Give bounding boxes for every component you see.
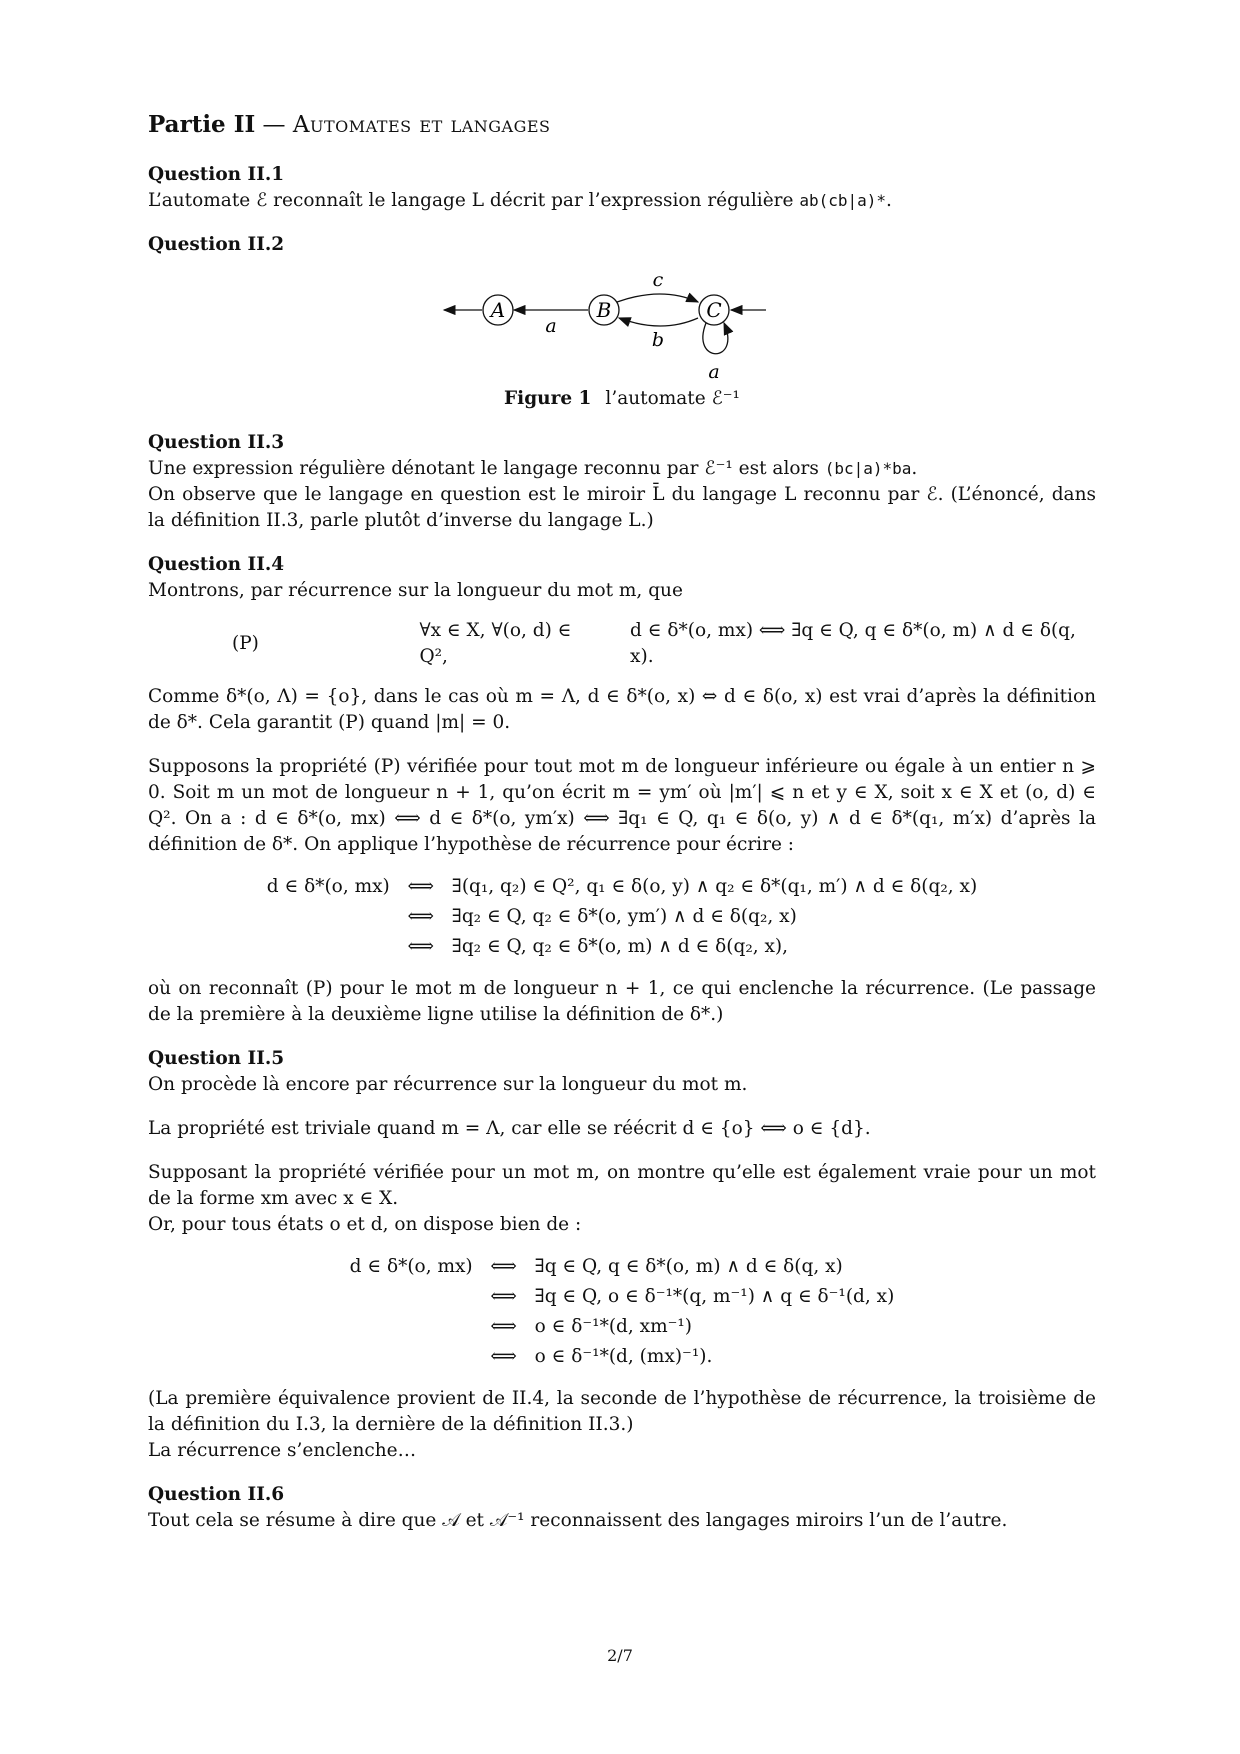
eq-lhs: d ∈ δ*(o, mx) <box>349 1256 473 1277</box>
eq-op: ⟺ <box>407 936 435 957</box>
page-number: 2/7 <box>607 1646 633 1665</box>
question-heading: Question II.6 <box>148 1484 285 1505</box>
part-title: Automates et langages <box>292 112 551 138</box>
loop-c-label: a <box>708 361 720 383</box>
property-formula: d ∈ δ*(o, mx) ⟺ ∃q ∈ Q, q ∈ δ*(o, m) ∧ d ∈ δ(q, x). <box>630 620 1076 667</box>
induction-step: Supposons la propriété (P) vérifiée pour tout mot m de longueur inférieure ou égale à un entier n ⩾ 0. Soit m un mot de longueur n + 1, qu’on écrit m = ym′ où |m′| ⩽ n et y ∈ X, soit x ∈ X et (o, d) ∈ Q². On a : d ∈ δ*(o, mx) ⟺ d ∈ δ*(o, ym′x) ⟺ ∃q₁ ∈ Q, q₁ ∈ δ(o, y) ∧ d ∈ δ*(q₁, m′x) d’après la définition de δ*. On applique l’hypothèse de récurrence pour écrire : <box>148 756 1096 855</box>
question-ii-1 <box>148 162 1096 214</box>
eq-lhs <box>263 932 394 962</box>
edge-bottom-label: b <box>651 329 665 351</box>
edge-top-label: c <box>652 269 664 291</box>
induction-step: Supposant la propriété vérifiée pour un mot m, on montre qu’elle est également vraie pour un mot de la forme xm avec x ∈ X. <box>148 1162 1096 1209</box>
equation-row <box>263 902 981 932</box>
automaton-figure <box>148 264 1096 412</box>
question-heading: Question II.3 <box>148 432 285 453</box>
edge-b-c-top <box>617 294 698 302</box>
equation-row <box>346 1252 899 1282</box>
state-b-label: B <box>596 298 612 322</box>
property-p <box>148 618 1096 670</box>
base-case: La propriété est triviale quand m = Λ, car elle se réécrit d ∈ {o} ⟺ o ∈ {d}. <box>148 1118 871 1139</box>
eq-rhs: ∃q ∈ Q, q ∈ δ*(o, m) ∧ d ∈ δ(q, x) <box>534 1256 843 1277</box>
eq-op: ⟺ <box>490 1316 517 1337</box>
conclusion: où on reconnaît (P) pour le mot m de longueur n + 1, ce qui enclenche la récurrence. (Le passage de la première à la deuxième ligne utilise la définition de δ*.) <box>148 978 1096 1025</box>
figure-caption-label: Figure 1 <box>504 388 592 409</box>
regex-code: (bc|a)*ba <box>824 459 912 478</box>
text-segment: . <box>911 458 918 479</box>
eq-rhs: ∃q ∈ Q, o ∈ δ⁻¹*(q, m⁻¹) ∧ q ∈ δ⁻¹(d, x) <box>534 1286 895 1307</box>
edge-b-a-label: a <box>545 315 557 337</box>
question-heading: Question II.4 <box>148 554 285 575</box>
question-intro: Montrons, par récurrence sur la longueur du mot m, que <box>148 580 683 601</box>
equation-row <box>263 872 981 902</box>
equation-row <box>263 932 981 962</box>
equation-row <box>346 1282 899 1312</box>
figure-caption <box>148 386 1096 412</box>
property-label: (P) <box>232 633 259 654</box>
equation-row <box>346 1312 899 1342</box>
eq-op: ⟺ <box>490 1256 517 1277</box>
part-dash: — <box>262 112 286 138</box>
note: (La première équivalence provient de II.4, la seconde de l’hypothèse de récurrence, la troisième de la définition du I.3, la dernière de la définition II.3.) <box>148 1388 1096 1435</box>
question-heading: Question II.5 <box>148 1048 285 1069</box>
eq-lhs <box>346 1282 477 1312</box>
eq-rhs: ∃(q₁, q₂) ∈ Q², q₁ ∈ δ(o, y) ∧ q₂ ∈ δ*(q₁, m′) ∧ d ∈ δ(q₂, x) <box>451 876 978 897</box>
question-intro: On procède là encore par récurrence sur la longueur du mot m. <box>148 1074 748 1095</box>
regex-code: ab(cb|a)* <box>799 191 887 210</box>
eq-lhs <box>346 1342 477 1372</box>
eq-rhs: o ∈ δ⁻¹*(d, (mx)⁻¹). <box>534 1346 713 1367</box>
eq-op: ⟺ <box>490 1286 517 1307</box>
eq-lhs <box>346 1312 477 1342</box>
figure-caption-text: l’automate ℰ⁻¹ <box>605 388 740 409</box>
text-segment: Une expression régulière dénotant le langage reconnu par ℰ⁻¹ est alors <box>148 458 825 479</box>
question-heading: Question II.2 <box>148 234 285 255</box>
part-label: Partie II <box>148 111 256 138</box>
question-text <box>148 188 1096 214</box>
question-ii-4 <box>148 552 1096 1028</box>
question-ii-6 <box>148 1482 1096 1534</box>
part-heading <box>148 112 1096 138</box>
eq-lhs: d ∈ δ*(o, mx) <box>266 876 390 897</box>
automaton-diagram <box>442 264 802 384</box>
state-a-label: A <box>490 298 506 322</box>
question-text: On observe que le langage en question est le miroir L̄ du langage L reconnu par ℰ. (L’énoncé, dans la définition II.3, parle plutôt d’inverse du langage L.) <box>148 484 1096 531</box>
equation-block <box>148 872 1096 962</box>
eq-rhs: ∃q₂ ∈ Q, q₂ ∈ δ*(o, m) ∧ d ∈ δ(q₂, x), <box>451 936 789 957</box>
text-segment: L’automate ℰ reconnaît le langage L décrit par l’expression régulière <box>148 190 800 211</box>
equation-table <box>346 1252 899 1372</box>
eq-rhs: o ∈ δ⁻¹*(d, xm⁻¹) <box>534 1316 693 1337</box>
question-ii-5 <box>148 1046 1096 1464</box>
edge-c-b-bottom <box>619 318 698 326</box>
equation-row <box>346 1342 899 1372</box>
eq-op: ⟺ <box>407 876 435 897</box>
loop-c <box>703 323 728 354</box>
eq-op: ⟺ <box>407 906 435 927</box>
question-ii-2 <box>148 232 1096 412</box>
eq-rhs: ∃q₂ ∈ Q, q₂ ∈ δ*(o, ym′) ∧ d ∈ δ(q₂, x) <box>451 906 797 927</box>
state-c-label: C <box>706 298 722 322</box>
property-quantifier: ∀x ∈ X, ∀(o, d) ∈ Q², <box>419 620 572 667</box>
text-segment: . <box>886 190 892 211</box>
base-case: Comme δ*(o, Λ) = {o}, dans le cas où m = Λ, d ∈ δ*(o, x) ⇔ d ∈ δ(o, x) est vrai d’après la définition de δ*. Cela garantit (P) quand |m| = 0. <box>148 686 1096 733</box>
eq-lhs <box>263 902 394 932</box>
question-ii-3 <box>148 430 1096 534</box>
equation-block <box>148 1252 1096 1372</box>
equation-table <box>263 872 981 962</box>
page-content <box>148 112 1096 1552</box>
question-heading: Question II.1 <box>148 164 285 185</box>
conclusion: La récurrence s’enclenche… <box>148 1440 417 1461</box>
question-text: Tout cela se résume à dire que 𝒜 et 𝒜⁻¹ reconnaissent des langages miroirs l’un de l’autre. <box>148 1510 1008 1531</box>
question-text <box>148 456 1096 482</box>
induction-step: Or, pour tous états o et d, on dispose bien de : <box>148 1214 582 1235</box>
eq-op: ⟺ <box>490 1346 517 1367</box>
